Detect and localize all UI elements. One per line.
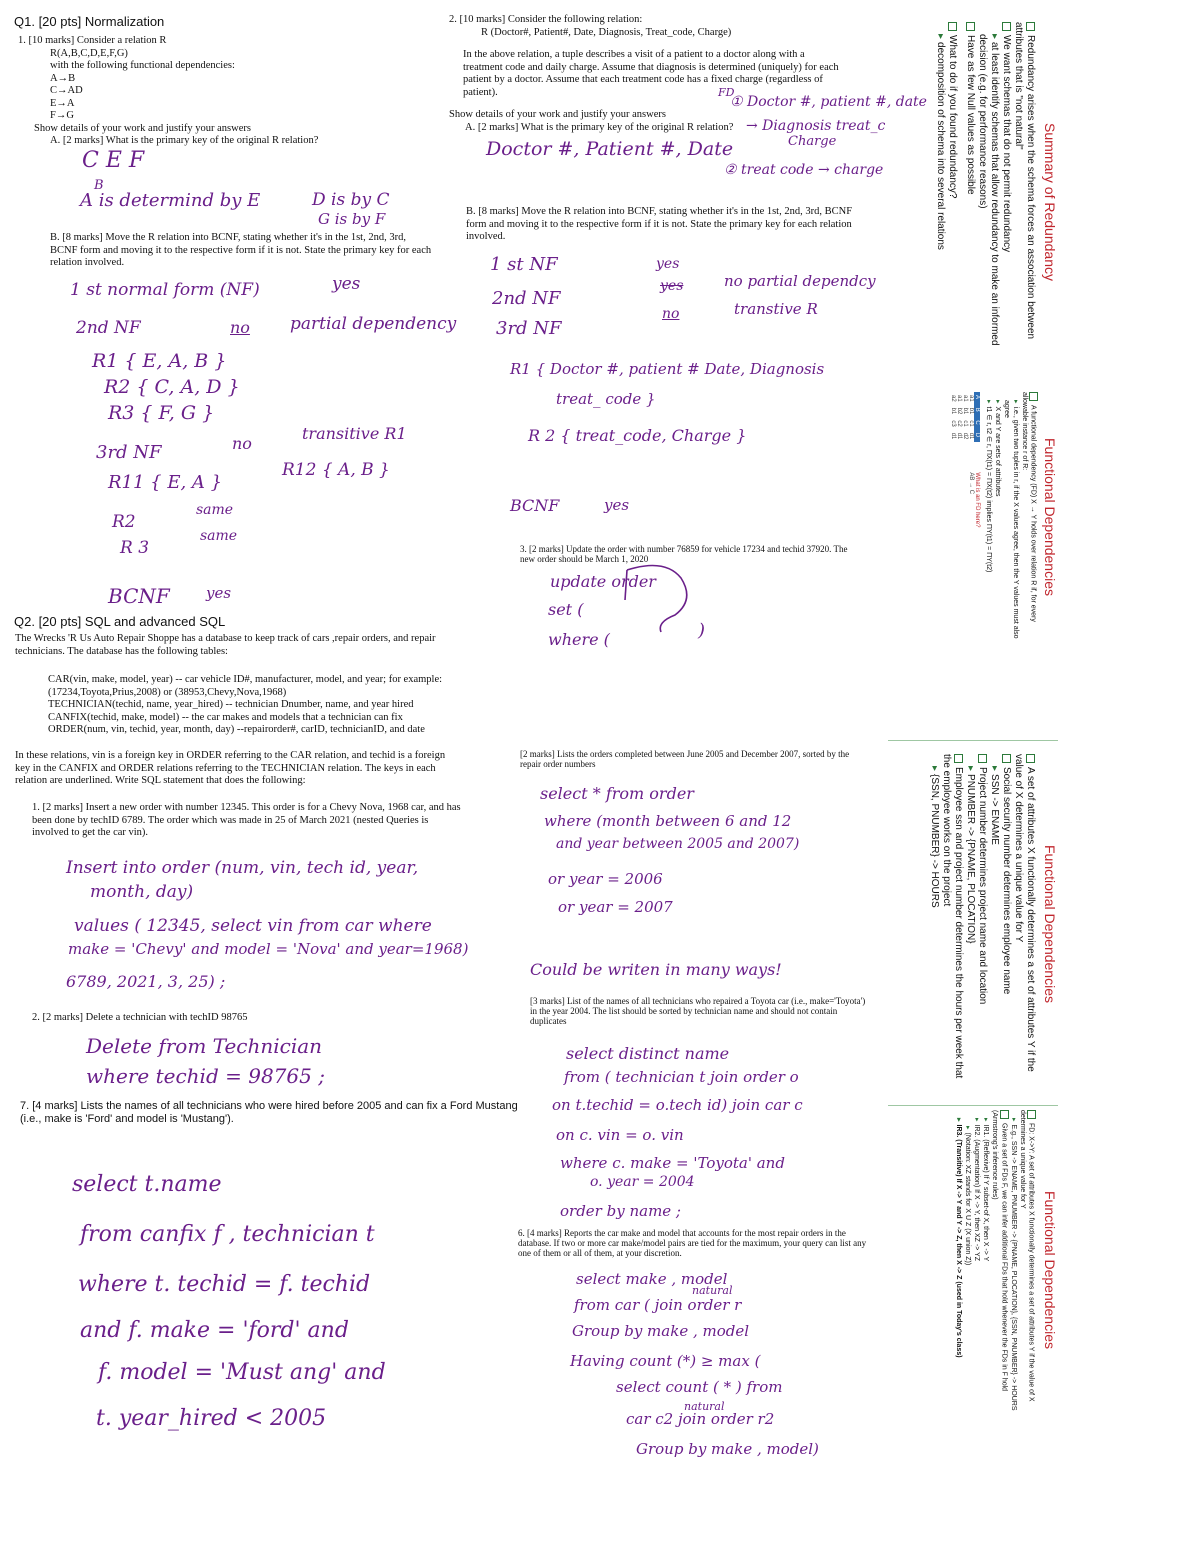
q1b-hw-nf2-ans: yes bbox=[660, 278, 684, 294]
slide2-b4: ▸t1 ∈ r, t2 ∈ r, ΠX(t1) = ΠX(t2) implies ΠY(t1) = ΠY(t2) bbox=[984, 400, 992, 573]
q1b-desc: In the above relation, a tuple describes a visit of a patient to a doctor along with a treatment code and daily charge. Assume that diagnosis is determined (uniquely) for each patient by a doctor. Assume that each treatment code has a fixed charge (regardless of patient). bbox=[463, 49, 839, 98]
q2-title: Q2. [20 pts] SQL and advanced SQL bbox=[14, 614, 226, 629]
q2-q5-hw-7: order by name ; bbox=[560, 1202, 681, 1220]
slide2-b3: ▸X and Y are sets of attributes bbox=[993, 400, 1001, 497]
q2-q4-hw-3: and year between 2005 and 2007) bbox=[556, 836, 800, 852]
slide4-b2: ▸E.g., SSN -> ENAME, PNUMBER -> {PNAME, PLOCATION}, {SSN, PNUMBER} -> HOURS bbox=[1009, 1118, 1017, 1411]
q2-q6-hw-8: car c2 join order r2 bbox=[626, 1410, 775, 1428]
q1b-hw-nf1: 1 st NF bbox=[490, 254, 558, 275]
q2-q7-hw-4: and f. make = 'ford' and bbox=[80, 1318, 349, 1343]
q1-hw-same2: same bbox=[200, 528, 238, 544]
q2-q7-hw-1: select t.name bbox=[72, 1172, 222, 1197]
q2-q7-hw-6: t. year_hired < 2005 bbox=[96, 1406, 327, 1431]
q2-q3-hw-sketch bbox=[615, 560, 715, 650]
q2-q6-hw-1: select make , model bbox=[576, 1270, 728, 1288]
q1-hw-g-by-f: G is by F bbox=[318, 210, 386, 228]
q1-hw-r11: R11 { E, A } bbox=[108, 472, 223, 493]
q2-q6-hw-5: Having count (*) ≥ max ( bbox=[570, 1352, 761, 1370]
slide3-b5: ▸PNUMBER -> {PNAME, PLOCATION} bbox=[965, 766, 976, 944]
q2-q5-hw-2: from ( technician t join order o bbox=[564, 1068, 799, 1086]
q1-fd-4: F→G bbox=[50, 110, 74, 121]
q1b-item2: 2. [10 marks] Consider the following relation: bbox=[449, 14, 643, 25]
q2-q7-hw-2: from canfix f , technician t bbox=[80, 1222, 375, 1247]
q2-q5: [3 marks] List of the names of all technicians who repaired a Toyota car (i.e., make='Toyota') in the year 2004. The list should be sorted by technician name and should not contain duplicates bbox=[530, 996, 866, 1026]
q1-hw-nf2-reason: partial dependency bbox=[290, 314, 457, 334]
q2-q5-hw-1: select distinct name bbox=[566, 1044, 730, 1063]
q1b-hw-fd1: ① Doctor #, patient #, date bbox=[730, 94, 927, 110]
q1b-part-b: B. [8 marks] Move the R relation into BCNF, stating whether it's in the 1st, 2nd, 3rd, BCNF form and moving it to the respective form if it is not. State the primary key for each relation involved. bbox=[466, 206, 853, 242]
q2-q2-hw-1: Delete from Technician bbox=[86, 1034, 323, 1058]
q1b-hw-r1b: treat_ code } bbox=[556, 390, 656, 408]
q2-q1-hw-4: make = 'Chevy' and model = 'Nova' and year=1968) bbox=[68, 940, 469, 958]
q1b-hw-bcnf: BCNF bbox=[510, 496, 560, 515]
q1b-part-a: A. [2 marks] What is the primary key of the original R relation? bbox=[465, 121, 734, 133]
q2-q3-hw-3: where ( bbox=[548, 630, 610, 649]
slide2-b1: A functional dependency (FD) X → Y holds over relation R if, for every allowable instance r of R: bbox=[1020, 392, 1037, 622]
q2-tables bbox=[48, 674, 458, 737]
q1-hw-r1: R1 { E, A, B } bbox=[92, 350, 227, 372]
q1-hw-bcnf-ans: yes bbox=[206, 584, 232, 602]
q2-q1-hw-1: Insert into order (num, vin, tech id, year, bbox=[66, 858, 419, 878]
q2-table-canfix: CANFIX(techid, make, model) -- the car makes and models that a technician can fix bbox=[48, 711, 403, 723]
q1b-relation: R (Doctor#, Patient#, Date, Diagnosis, Treat_code, Charge) bbox=[481, 26, 732, 38]
q2-q1-hw-2: month, day) bbox=[90, 882, 194, 902]
q1-hw-r3: R3 { F, G } bbox=[108, 402, 215, 424]
slide2-title: Functional Dependencies bbox=[1042, 438, 1058, 596]
q2-q6-hw-6: select count ( * ) from bbox=[616, 1378, 783, 1396]
q1-fd-2: C→AD bbox=[50, 85, 83, 96]
q1-hw-r2s: R2 bbox=[112, 512, 136, 532]
q1-hw-same1: same bbox=[196, 502, 234, 518]
slide2-note2: AB → C bbox=[967, 472, 974, 495]
q2-q6-hw-7: natural bbox=[684, 1400, 725, 1413]
q1b-hw-nf3-note: transtive R bbox=[734, 300, 818, 318]
q2-q3-hw-4: ) bbox=[698, 620, 706, 641]
q2-q3: 3. [2 marks] Update the order with number 76859 for vehicle 17234 and techid 37920. The new order should be March 1, 2020 bbox=[520, 544, 848, 564]
slide4-b3: Given a set of FDs F, we can infer additional FDs that hold whenever the FDs in F hold (Armstrong's inference rules) bbox=[991, 1110, 1008, 1392]
slide4-b1: FD: X->Y: A set of attributes X functionally determines a set of attributes Y if the value of X determines a unique value for Y bbox=[1018, 1110, 1035, 1402]
q1-hw-nf3-ans: no bbox=[232, 434, 252, 453]
slide1-b5: What to do if you found redundancy? bbox=[946, 22, 958, 382]
q2-table-technician: TECHNICIAN(techid, name, year_hired) -- technician Dnumber, name, and year hired bbox=[48, 699, 414, 710]
slide2-table: A B C D a1 b1 c1 d1 a1 b1 c1 d2 a1 b2 c2 d1 a2 b1 c3 d1 bbox=[950, 392, 980, 442]
slide3-b6: Employee ssn and project number determines the hours per week that the employee works on the project bbox=[941, 754, 964, 1079]
q1b-hw-fd-label: FD bbox=[718, 86, 735, 99]
q1b-hw-bcnf-ans: yes bbox=[604, 496, 630, 514]
slide4-b5: ▸IR2. (Augmentation) If X -> Y, then XZ -> YZ bbox=[973, 1118, 981, 1262]
q1-problem bbox=[18, 35, 438, 148]
q2-q4-hw-4: or year = 2006 bbox=[548, 870, 663, 888]
q1b-hw-r1: R1 { Doctor #, patient # Date, Diagnosis bbox=[510, 360, 825, 378]
q1-hw-b-sup: B bbox=[94, 178, 104, 193]
slide1-b3: ▸at least identify schemas that allow redundancy to make an informed decision (e.g. for performance reasons) bbox=[977, 34, 1000, 346]
q1-hw-key: C E F bbox=[82, 148, 145, 173]
q1-hw-nf3-reason: transitive R1 bbox=[302, 424, 407, 443]
slide4-b6: ▸(Notation: XZ stands for X U Z (X union Z)) bbox=[964, 1126, 972, 1266]
q2-q3-hw-2: set ( bbox=[548, 600, 584, 619]
q2-q4-hw-6: Could be writen in many ways! bbox=[530, 960, 782, 979]
q1-hw-nf3: 3rd NF bbox=[96, 442, 162, 463]
slide-redundancy-title: Summary of Redundancy bbox=[1042, 123, 1058, 281]
q1-hw-determined: A is determind by E bbox=[80, 190, 261, 211]
q2-q7: 7. [4 marks] Lists the names of all technicians who were hired before 2005 and can fix a Ford Mustang (i.e., make is 'Ford' and model is 'Mustang'). bbox=[20, 1100, 518, 1125]
q1b-hw-nf2-note: no partial dependcy bbox=[724, 272, 876, 290]
slide-redundancy bbox=[934, 22, 1058, 382]
q1-part-b: B. [8 marks] Move the R relation into BCNF, stating whether it's in the 1st, 2nd, 3rd, BCNF form and moving it to the respective form if it is not. State the primary key for each relation involved. bbox=[50, 232, 432, 268]
q1b-hw-nf3: 3rd NF bbox=[496, 318, 562, 339]
q2-q1: 1. [2 marks] Insert a new order with number 12345. This order is for a Chevy Nova, 1968 car, and has been done by techID 6789. The order which was made in 25 of March 2021 (nested Queries is involved to get the car vin). bbox=[32, 802, 461, 838]
q2-q5-hw-3: on t.techid = o.tech id) join car c bbox=[552, 1096, 803, 1114]
q1-hw-r3s: R 3 bbox=[120, 538, 150, 558]
q1-hw-nf1-ans: yes bbox=[332, 274, 361, 294]
slide3-b7: ▸{SSN, PNUMBER} -> HOURS bbox=[929, 766, 940, 908]
q1-hw-r12: R12 { A, B } bbox=[282, 460, 390, 480]
q1b-hw-r2: R 2 { treat_code, Charge } bbox=[528, 426, 747, 445]
q2-q2-hw-2: where techid = 98765 ; bbox=[86, 1064, 325, 1088]
q1-hw-bcnf: BCNF bbox=[108, 584, 170, 608]
slide4-title: Functional Dependencies bbox=[1042, 1191, 1058, 1349]
slide3-title: Functional Dependencies bbox=[1042, 845, 1058, 1003]
q1b-hw-nf1-ans: yes bbox=[656, 256, 680, 272]
q1-title: Q1. [20 pts] Normalization bbox=[14, 14, 165, 29]
q2-q6-hw-3: from car ( join order r bbox=[574, 1296, 742, 1314]
q2-q7-hw-3: where t. techid = f. techid bbox=[78, 1272, 371, 1297]
q1-hw-r2: R2 { C, A, D } bbox=[104, 376, 240, 398]
q2-q7-hw-5: f. model = 'Must ang' and bbox=[98, 1360, 386, 1385]
q2-table-order: ORDER(num, vin, techid, year, month, day) --repairorder#, carID, technicianID, and date bbox=[48, 724, 425, 735]
q1-relation: R(A,B,C,D,E,F,G) bbox=[50, 47, 128, 59]
q2-q4: [2 marks] Lists the orders completed between June 2005 and December 2007, sorted by the repair order numbers bbox=[520, 749, 850, 769]
q2-intro: The Wrecks 'R Us Auto Repair Shoppe has a database to keep track of cars ,repair orders, and repair technicians. The database has the following tables: bbox=[15, 633, 436, 657]
q2-table-car: CAR(vin, make, model, year) -- car vehicle ID#, manufacturer, model, and year; for example: (17234,Toyota,Prius,2008) or (38953,Chevy,Nova,1968) bbox=[48, 674, 443, 698]
q2-q1-hw-3: values ( 12345, select vin from car where bbox=[74, 916, 432, 936]
q1-fd-1: A→B bbox=[50, 72, 76, 84]
q1-hw-d-by-c: D is by C bbox=[312, 190, 390, 210]
slide3-b3: ▸SSN -> ENAME bbox=[989, 766, 1000, 845]
q2-q6-hw-9: Group by make , model) bbox=[636, 1440, 819, 1458]
q2-q5-hw-5: where c. make = 'Toyota' and bbox=[560, 1154, 785, 1172]
q1b-hw-nf2: 2nd NF bbox=[492, 288, 561, 309]
q2-keys: In these relations, vin is a foreign key in ORDER referring to the CAR relation, and techid is a foreign key in the CANFIX and ORDER relations referring to the TECHNICIAN relation. The keys in each relation are underlined. Write SQL statement that does the following: bbox=[15, 750, 446, 786]
q2-q2: 2. [2 marks] Delete a technician with techID 98765 bbox=[32, 1012, 248, 1023]
q1b-show: Show details of your work and justify your answers bbox=[449, 109, 666, 120]
q1-part-a: A. [2 marks] What is the primary key of the original R relation? bbox=[50, 135, 319, 146]
slide-fd-definition bbox=[950, 392, 1058, 642]
q1-show: Show details of your work and justify your answers bbox=[34, 122, 251, 134]
q2-q6-hw-2: natural bbox=[692, 1284, 733, 1297]
slide1-b6: ▸decomposition of schema into several relations bbox=[935, 34, 946, 250]
slide2-note: What is an FD here? bbox=[973, 472, 980, 528]
slide1-b2: We want schemas that do not permit redundancy bbox=[1000, 22, 1012, 382]
q2-q6: 6. [4 marks] Reports the car make and model that accounts for the most repair orders in the database. If two or more car make/model pairs are tied for the maximum, your query can list any one of them or all of them, at your discretion. bbox=[518, 1228, 867, 1258]
q1-hw-nf1: 1 st normal form (NF) bbox=[70, 280, 260, 300]
q1-with-fd: with the following functional dependencies: bbox=[50, 60, 235, 71]
q2-q1-hw-5: 6789, 2021, 3, 25) ; bbox=[66, 972, 226, 991]
slide4-b7: ▸IR3. (Transitive) If X -> Y and Y -> Z, then X -> Z (used in Today's class) bbox=[955, 1118, 963, 1358]
q2-q3-hw-1: update order bbox=[550, 572, 656, 591]
slide1-b4: Have as few Null values as possible bbox=[964, 22, 976, 382]
q1b-hw-fd1c: Charge bbox=[788, 134, 837, 149]
q2-q6-hw-4: Group by make , model bbox=[572, 1322, 750, 1340]
q1b-hw-nf3-ans: no bbox=[662, 306, 680, 322]
q1-fd-3: E→A bbox=[50, 97, 75, 109]
q1-hw-nf2: 2nd NF bbox=[76, 318, 141, 338]
q2-q4-hw-5: or year = 2007 bbox=[558, 898, 673, 916]
q1b-hw-fd2: ② treat code → charge bbox=[724, 162, 884, 178]
q1-item1: 1. [10 marks] Consider a relation R bbox=[18, 35, 167, 46]
slide4-b4: ▸IR1. (Reflexive) If Y subset-of X, then X -> Y bbox=[982, 1118, 990, 1262]
slide-fd-examples bbox=[928, 754, 1058, 1094]
q1b-hw-fd1b: → Diagnosis treat_c bbox=[746, 118, 886, 134]
q1-hw-nf2-ans: no bbox=[230, 318, 250, 337]
slide1-b1: Redundancy arises when the schema forces an association between attributes that is "not natural" bbox=[1013, 22, 1036, 340]
slide2-b2: ▸i.e., given two tuples in r, if the X values agree, then the Y values must also agree bbox=[1002, 400, 1019, 639]
q2-q5-hw-4: on c. vin = o. vin bbox=[556, 1126, 684, 1144]
q2-q4-hw-2: where (month between 6 and 12 bbox=[544, 812, 792, 830]
slide3-b1: A set of attributes X functionally determines a set of attributes Y if the value of X determines a unique value for Y bbox=[1013, 754, 1036, 1072]
q1b-problem bbox=[449, 14, 879, 134]
slide3-b4: Project number determines project name and location bbox=[976, 754, 988, 1094]
q2-q4-hw-1: select * from order bbox=[540, 784, 694, 803]
q2-q5-hw-6: o. year = 2004 bbox=[590, 1174, 695, 1190]
slide3-b2: Social security number determines employee name bbox=[1000, 754, 1012, 1094]
q1b-hw-key: Doctor #, Patient #, Date bbox=[486, 138, 734, 160]
slide-fd-armstrong bbox=[954, 1110, 1058, 1430]
